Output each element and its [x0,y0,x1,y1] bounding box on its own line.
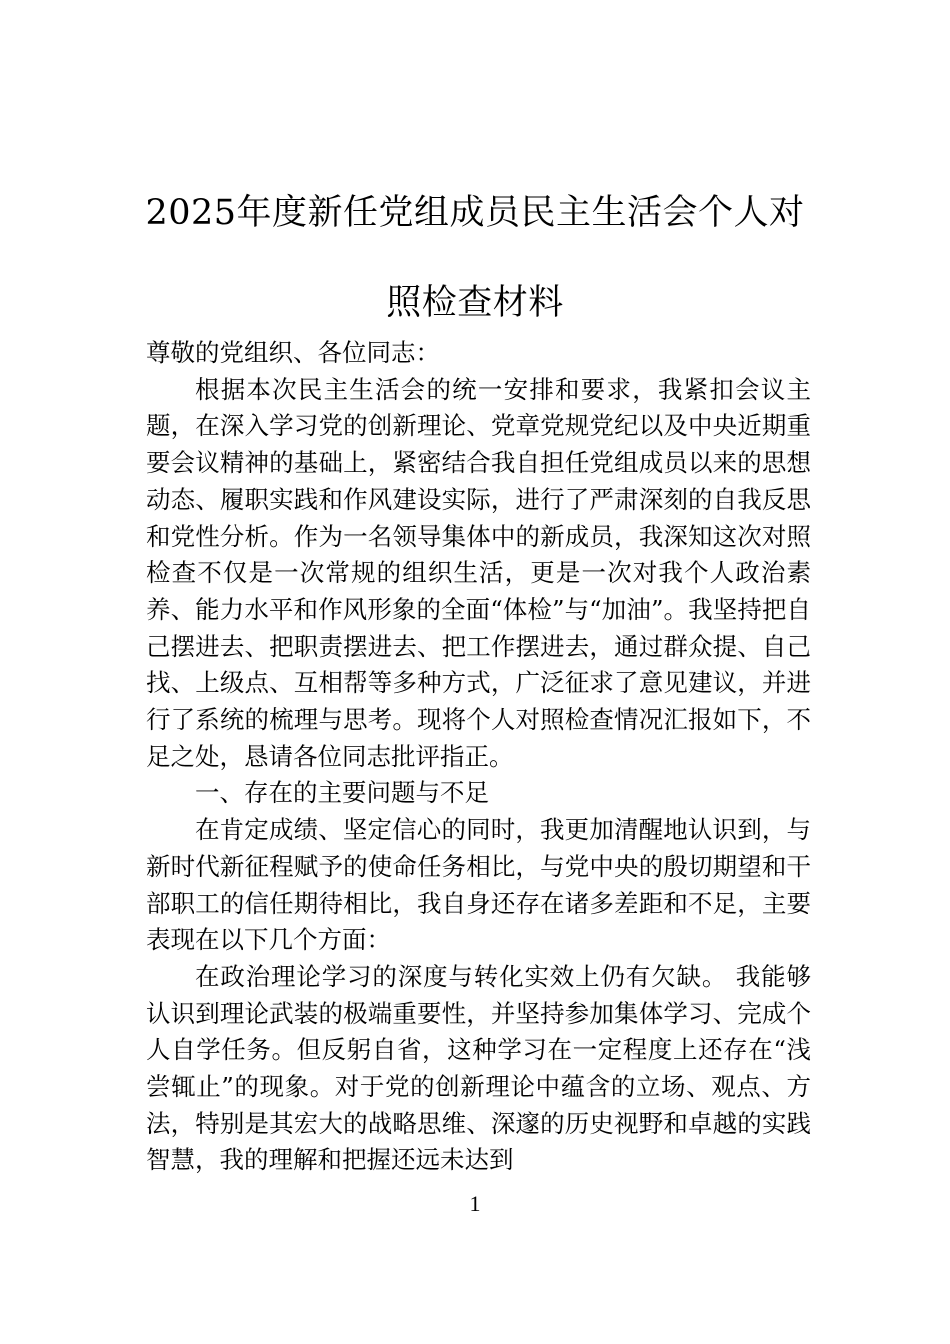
paragraph-intro: 根据本次民主生活会的统一安排和要求，我紧扣会议主题，在深入学习党的创新理论、党章党规党纪以及中央近期重要会议精神的基础上，紧密结合我自担任党组成员以来的思想动态、履职实践和作风建设实际，进行了严肃深刻的自我反思和党性分析。作为一名领导集体中的新成员，我深知这次对照检查不仅是一次常规的组织生活，更是一次对我个人政治素养、能力水平和作风形象的全面“体检”与“加油”。我坚持把自己摆进去、把职责摆进去、把工作摆进去，通过群众提、自己找、上级点、互相帮等多种方式，广泛征求了意见建议，并进行了系统的梳理与思考。现将个人对照检查情况汇报如下，不足之处，恳请各位同志批评指正。 [146,374,811,771]
document-title [130,168,820,348]
paragraph-overview: 在肯定成绩、坚定信心的同时，我更加清醒地认识到，与新时代新征程赋予的使命任务相比，与党中央的殷切期望和干部职工的信任期待相比，我自身还存在诸多差距和不足，主要表现在以下几个方面： [146,815,811,955]
title-line-1: 2025年度新任党组成员民主生活会个人对 [145,193,805,233]
document-body [146,335,811,1179]
page-number: 1 [469,1191,481,1216]
title-line-2: 照检查材料 [386,283,564,323]
paragraph-theory-study: 在政治理论学习的深度与转化实效上仍有欠缺。 我能够认识到理论武装的极端重要性，并坚持参加集体学习、完成个人自学任务。但反躬自省，这种学习在一定程度上还存在“浅尝辄止”的现象。对于党的创新理论中蕴含的立场、观点、方法，特别是其宏大的战略思维、深邃的历史视野和卓越的实践智慧，我的理解和把握还远未达到 [146,961,811,1175]
salutation: 尊敬的党组织、各位同志： [146,338,440,367]
section-heading: 一、存在的主要问题与不足 [195,778,489,808]
